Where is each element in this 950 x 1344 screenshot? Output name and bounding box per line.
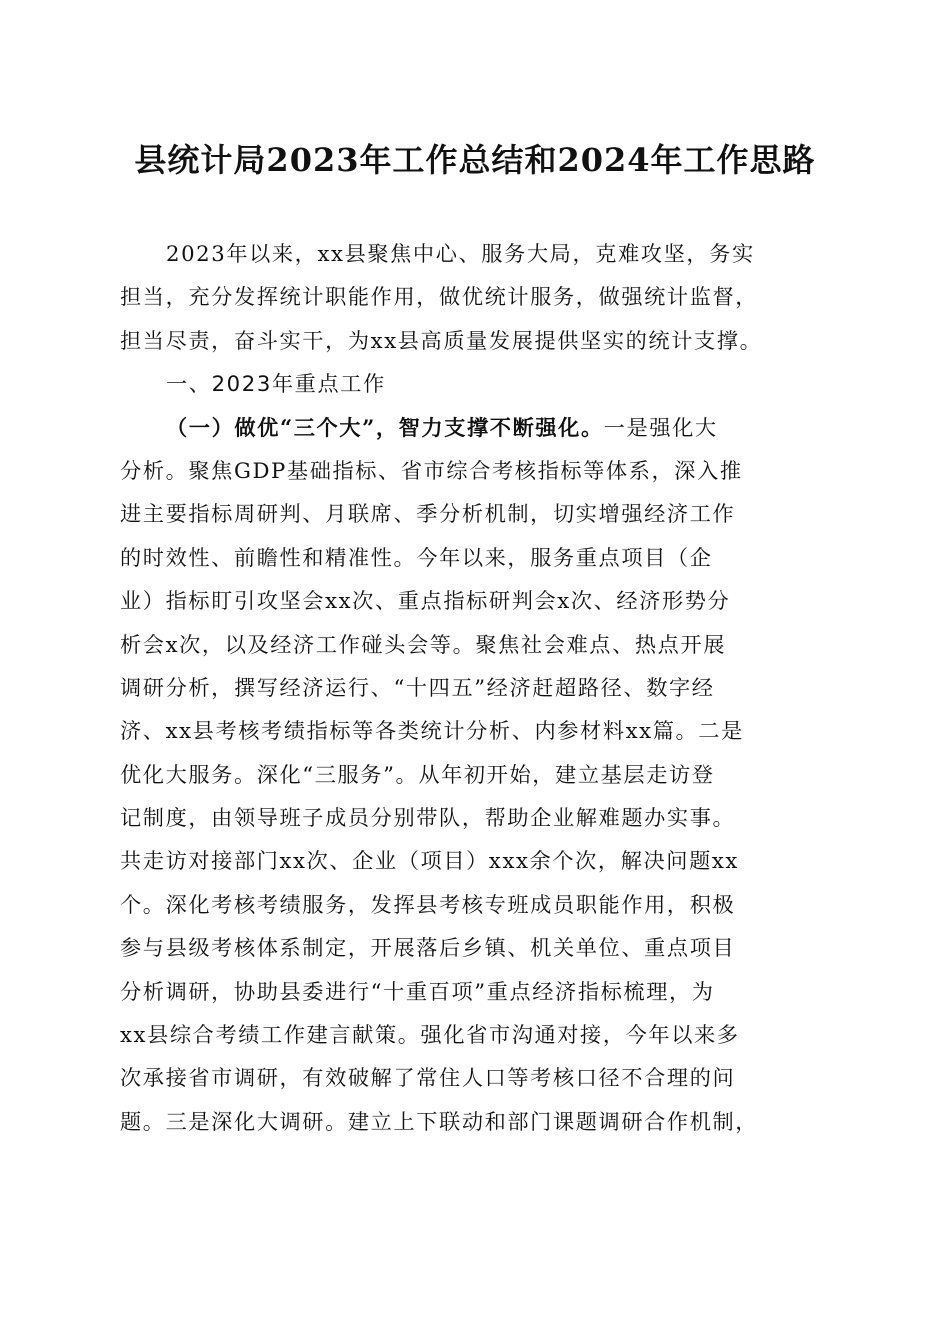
paragraph-line bbox=[120, 406, 830, 449]
paragraph-line: 的时效性、前瞻性和精准性。今年以来，服务重点项目（企 bbox=[120, 544, 713, 570]
section-paragraph bbox=[120, 406, 830, 1144]
paragraph-line: 析会x次，以及经济工作碰头会等。聚焦社会难点、热点开展 bbox=[120, 631, 727, 657]
paragraph-line: 分析调研，协助县委进行“十重百项”重点经济指标梳理，为 bbox=[120, 978, 715, 1004]
paragraph-line: 共走访对接部门xx次、企业（项目）xxx余个次，解决问题xx bbox=[120, 848, 739, 874]
document-body bbox=[120, 232, 830, 1143]
paragraph-line: 个。深化考核考绩服务，发挥县考核专班成员职能作用，积极 bbox=[120, 891, 736, 917]
paragraph-line: 进主要指标周研判、月联席、季分析机制，切实增强经济工作 bbox=[120, 501, 736, 527]
paragraph-line: 次承接省市调研，有效破解了常住人口等考核口径不合理的问 bbox=[120, 1065, 736, 1091]
section-heading: 一、2023年重点工作 bbox=[166, 371, 386, 397]
paragraph-line: 业）指标盯引攻坚会xx次、重点指标研判会x次、经济形势分 bbox=[120, 588, 731, 614]
paragraph-line: 担当尽责，奋斗实干，为xx县高质量发展提供坚实的统计支撑。 bbox=[120, 327, 763, 353]
document-title: 县统计局2023年工作总结和2024年工作思路 bbox=[134, 141, 816, 179]
paragraph-line: 记制度，由领导班子成员分别带队，帮助企业解难题办实事。 bbox=[120, 805, 736, 831]
paragraph-line: 分析。聚焦GDP基础指标、省市综合考核指标等体系，深入推 bbox=[120, 457, 743, 483]
intro-paragraph bbox=[120, 232, 830, 362]
paragraph-line: 题。三是深化大调研。建立上下联动和部门课题调研合作机制， bbox=[120, 1108, 759, 1134]
paragraph-line: 调研分析，撰写经济运行、“十四五”经济赶超路径、数字经 bbox=[120, 674, 715, 700]
paragraph-line: 参与县级考核体系制定，开展落后乡镇、机关单位、重点项目 bbox=[120, 935, 736, 961]
paragraph-line: 2023年以来，xx县聚焦中心、服务大局，克难攻坚，务实 bbox=[166, 241, 755, 266]
paragraph-line: 担当，充分发挥统计职能作用，做优统计服务，做强统计监督， bbox=[120, 284, 759, 310]
subsection-heading: （一）做优“三个大”，智力支撑不断强化。 bbox=[166, 414, 604, 440]
paragraph-line: xx县综合考绩工作建言献策。强化省市沟通对接，今年以来多 bbox=[120, 1022, 740, 1048]
paragraph-line: 济、xx县考核考绩指标等各类统计分析、内参材料xx篇。二是 bbox=[120, 718, 744, 744]
paragraph-text: 一是强化大 bbox=[603, 414, 718, 440]
paragraph-line: 优化大服务。深化“三服务”。从年初开始，建立基层走访登 bbox=[120, 761, 715, 787]
